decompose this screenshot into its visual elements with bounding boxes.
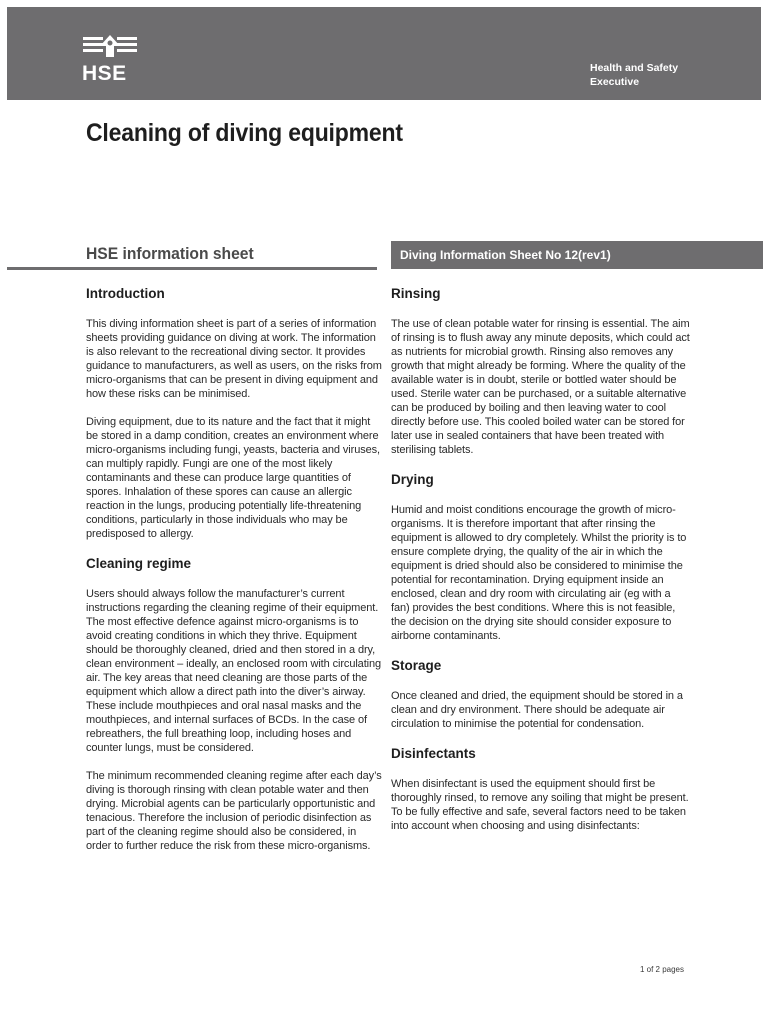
info-sheet-label: HSE information sheet (86, 244, 254, 263)
paragraph: Users should always follow the manufacturer’s current instructions regarding the cleaning regime of their equipment. The most effective defence against micro-organisms is to avoid creating conditions in which they thrive. Equipment should be thoroughly cleaned, dried and then stored in a dry, clean environment – ideally, an enclosed room with circulating air. The key areas that need cleaning are those parts of the equipment which allow a direct path into the diver’s airway. These include mouthpieces and oral nasal masks and the mouthpieces, and internal surfaces of BCDs. In the case of rebreathers, the full breathing loop, including hoses and counter lungs, must be considered. (86, 588, 382, 754)
section-heading-cleaning-regime: Cleaning regime (86, 556, 192, 571)
paragraph: Diving equipment, due to its nature and the fact that it might be stored in a damp condition, creates an environment where micro-organisms including fungi, yeasts, bacteria and viruses, can multiply rapidly. Fungi are one of the most likely contaminants and these can produce large quantities of spores. Inhalation of these spores can cause an allergic reaction in the lungs, producing potentially life-threatening conditions, particularly in those individuals who may be predisposed to allergy. (86, 416, 380, 540)
left-column (86, 285, 382, 867)
org-name-line-2: Executive (590, 76, 640, 88)
hse-logo-icon (83, 33, 137, 63)
page-title: Cleaning of diving equipment (86, 119, 403, 147)
paragraph: The minimum recommended cleaning regime after each day’s diving is thorough rinsing with clean potable water and then drying. Microbial agents can be particularly opportunistic and tenacious. Therefore the inclusion of periodic disinfection as part of the cleaning regime should also be considered, in order to further reduce the risk from these micro-organisms. (86, 770, 382, 852)
page-counter: 1 of 2 pages (639, 965, 684, 974)
section-heading-rinsing: Rinsing (391, 286, 441, 301)
paragraph: When disinfectant is used the equipment should first be thoroughly rinsed, to remove any soiling that might be present. To be fully effective and safe, several factors need to be taken into account when choosing and using disinfectants: (391, 778, 689, 832)
paragraph: Humid and moist conditions encourage the growth of micro-organisms. It is therefore important that after rinsing the equipment is allowed to dry completely. Whilst the priority is to ensure complete drying, the quality of the air in which the equipment is dried should also be considered to minimise the potential for recontamination. Drying equipment inside an enclosed, clean and dry room with circulating air (eg with a fan) provides the best conditions. Where this is not feasible, the decision on the drying site should consider exposure to airborne contaminants. (391, 504, 687, 642)
header-bar (7, 7, 761, 100)
organisation-name (590, 61, 760, 89)
sheet-number-badge: Diving Information Sheet No 12(rev1) (391, 241, 763, 269)
logo-text: HSE (82, 62, 127, 85)
paragraph: The use of clean potable water for rinsing is essential. The aim of rinsing is to flush away any minute deposits, which could act as nutrients for microbial growth. Rinsing also removes any growth that might already be forming. Where the quality of the available water is in doubt, sterile or bottled water should be used. Sterile water can be purchased, or a suitable alternative can be produced by boiling and then leaving water to cool directly before use. This cooled boiled water can be stored for later use in sealed containers that have been treated with sterilising tablets. (391, 318, 690, 456)
section-heading-disinfectants: Disinfectants (391, 746, 476, 761)
section-heading-storage: Storage (391, 658, 442, 673)
info-sheet-rule (7, 267, 377, 270)
paragraph: This diving information sheet is part of a series of information sheets providing guidance on diving at work. The information is also relevant to the recreational diving sector. It provides guidance to manufacturers, as well as users, on the risks from micro-organisms that can be present in diving equipment and how these risks can be minimised. (86, 318, 382, 400)
section-heading-introduction: Introduction (86, 286, 165, 301)
section-heading-drying: Drying (391, 472, 434, 487)
paragraph: Once cleaned and dried, the equipment should be stored in a clean and dry environment. There should be adequate air circulation to minimise the potential for condensation. (391, 690, 683, 730)
right-column (391, 285, 691, 847)
org-name-line-1: Health and Safety (590, 62, 679, 74)
